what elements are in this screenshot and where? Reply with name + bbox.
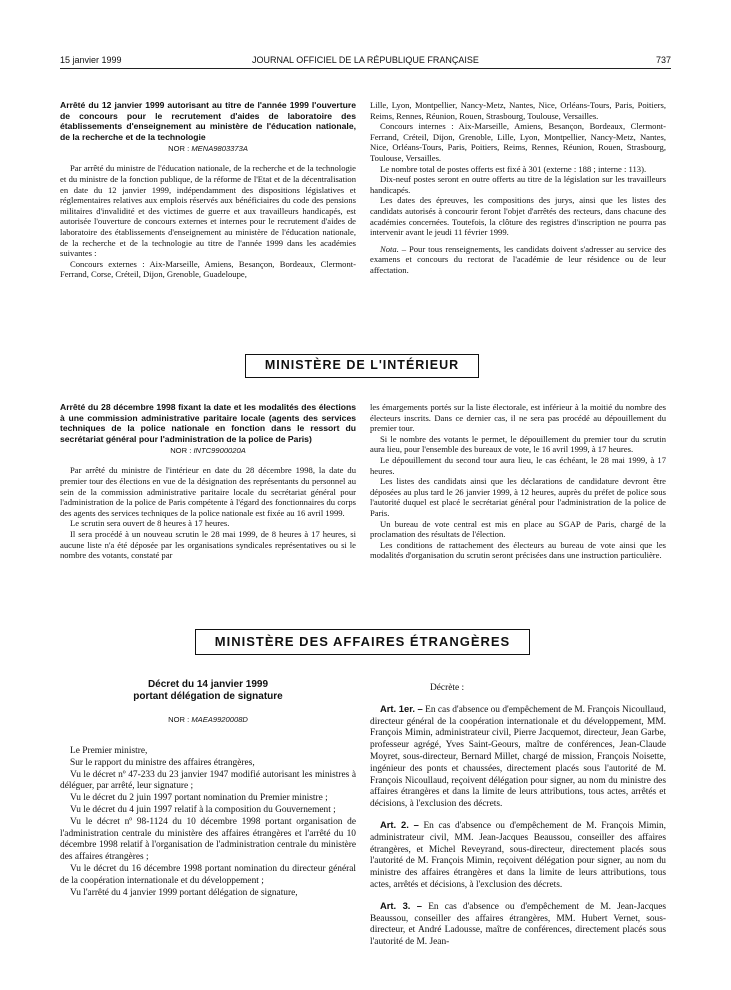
section1-left-column <box>60 100 356 280</box>
paragraph: Il sera procédé à un nouveau scrutin le 28 mai 1999, de 8 heures à 17 heures, si aucune liste n'a été déposée par les organisations syndicales représentatives ou si le nombre des votants, constaté par <box>60 528 356 561</box>
paragraph: Les dates des épreuves, les compositions des jurys, ainsi que les listes des candidats autorisés à concourir feront l'objet d'arrêtés des recteurs, dans chacune des académies concernées. Toutefois, la clôture des registres d'inscription ne pourra pas intervenir avant le jeudi 11 février 1999. <box>370 195 666 238</box>
article-2 <box>370 819 666 892</box>
section3-title-line1: Décret du 14 janvier 1999 <box>147 679 269 690</box>
paragraph: Le scrutin sera ouvert de 8 heures à 17 heures. <box>70 518 230 529</box>
paragraph: Le dépouillement du second tour aura lieu, le cas échéant, le 28 mai 1999, à 17 heures. <box>370 454 666 476</box>
paragraph: Si le nombre des votants le permet, le dépouillement du premier tour du scrutin aura lieu, pour l'ensemble des bureaux de vote, le 16 avril 1999, à 17 heures. <box>370 433 666 455</box>
section1-right-column <box>370 100 666 276</box>
paragraph: Le Premier ministre, <box>70 746 148 756</box>
paragraph: les émargements portés sur la liste électorale, est inférieur à la moitié du nombre des électeurs inscrits. Dans ce dernier cas, il ne sera pas procédé au dépouillement du premier tour. <box>370 402 666 434</box>
section3-right-column <box>370 683 666 949</box>
nota-text: Pour tous renseignements, les candidats doivent s'adresser au service des examens et concours du rectorat de l'académie de leur résidence ou de leur affectation. <box>370 243 666 275</box>
section2-title: Arrêté du 28 décembre 1998 fixant la date et les modalités des élections à une commission administrative paritaire locale (agents des services techniques de la police nationale en fonction dans le ressort du secrétariat général pour l'administration de la police de Paris) <box>60 402 356 444</box>
paragraph: Lille, Lyon, Montpellier, Nancy-Metz, Nantes, Nice, Orléans-Tours, Paris, Poitiers, Reims, Rennes, Réunion, Rouen, Strasbourg, Toulouse, Versailles. <box>370 100 666 121</box>
paragraph: Vu le décret nº 47-233 du 23 janvier 1947 modifié autorisant les ministres à déléguer, par arrêté, leur signature ; <box>60 769 356 792</box>
section3-nor <box>60 715 356 724</box>
paragraph: Par arrêté du ministre de l'intérieur en date du 28 décembre 1998, la date du premier tour des élections en vue de la désignation des représentants du personnel au sein de la commission administrative paritaire locale du secrétariat général pour l'administration de la police de Paris compétente à l'égard des fonctionnaires du corps des agents des services techniques de la police nationale est fixée au 16 avril 1999. <box>60 465 356 518</box>
section3-left-column <box>60 679 356 899</box>
running-header <box>60 55 671 69</box>
nota-label: Nota. – <box>380 243 407 254</box>
paragraph: Concours internes : Aix-Marseille, Amiens, Besançon, Bordeaux, Clermont-Ferrand, Créteil, Dijon, Grenoble, Lille, Lyon, Montpellier, Nancy-Metz, Nantes, Nice, Orléans-Tours, Paris, Poitiers, Reims, Rennes, Réunion, Rouen, Strasbourg, Toulouse, Versailles. <box>370 121 666 163</box>
article-text: En cas d'absence ou d'empêchement de M. François Nicoullaud, directeur général de la coopération internationale et du développement, MM. François Mimin, administrateur civil, Pierre Jacquemot, directeur, Jean Garbe, professeur agrégé, Yves Saint-Geours, maître de conférences, Jean-Claude Moyret, sous-directeur, Bernard Millet, chargé de mission, François Noisette, ingénieur des ponts et chaussées, directement placés sous l'autorité de M. François Nicoullaud, reçoivent délégation pour signer, au nom du ministre des affaires étrangères et dans la limite de leurs attributions, tous actes, arrêtés et décisions, à l'exclusion des décrets. <box>370 704 667 810</box>
paragraph: Par arrêté du ministre de l'éducation nationale, de la recherche et de la technologie et du ministre de la fonction publique, de la réforme de l'Etat et de la décentralisation en date du 12 janvier 1999, indépendamment des dispositions législatives et réglementaires relatives aux emplois réservés aux bénéficiaires du code des pensions militaires d'invalidité et des victimes de guerre et aux travailleurs handicapés, est autorisée l'ouverture de concours externes et internes pour le recrutement d'aides de laboratoire des établissements d'enseignement au ministère de l'éducation nationale, de la recherche et de la technologie au titre de l'année 1999 dans les académies suivantes : <box>60 163 356 259</box>
paragraph: Dix-neuf postes seront en outre offerts au titre de la législation sur les travailleurs handicapés. <box>370 174 666 195</box>
nor-code: INTC9900020A <box>193 446 246 456</box>
nota <box>370 244 666 276</box>
paragraph: Un bureau de vote central est mis en place au SGAP de Paris, chargé de la proclamation des résultats de l'élection. <box>370 518 666 540</box>
article-3 <box>370 900 666 949</box>
nor-label: NOR : <box>170 446 192 456</box>
paragraph: Les listes des candidats ainsi que les déclarations de candidature devront être déposées au plus tard le 26 janvier 1999, à 12 heures, auprès du préfet de police sous l'autorité duquel est placé le secrétariat général pour l'administration de la police de Paris. <box>370 476 666 518</box>
section2-left-column <box>60 402 356 561</box>
article-text: En cas d'absence ou d'empêchement de M. François Mimin, administrateur civil, MM. Jean-Jacques Beaussou, conseiller des affaires étrangères, et Michel Reveyrand, sous-directeur, directement placés sous l'autorité de M. François Mimin, reçoivent délégation pour signer, au nom du ministre des affaires étrangères et dans la limite de leurs attributions, tous actes, arrêtés et décisions, à l'exclusion des décrets. <box>370 820 667 890</box>
article-label: Art. 3. – <box>380 899 423 911</box>
article-text: En cas d'absence ou d'empêchement de M. Jean-Jacques Beaussou, conseiller des affaires étrangères, MM. Hubert Vernet, sous-directeur, et André Ladousse, maître de conférences, directement placés sous l'autorité de M. Jean- <box>370 901 667 948</box>
article-1 <box>370 703 666 811</box>
paragraph: Le nombre total de postes offerts est fixé à 301 (externe : 188 ; interne : 113). <box>380 163 647 174</box>
nor-code: MENA9803373A <box>191 144 248 154</box>
paragraph: Sur le rapport du ministre des affaires étrangères, <box>70 757 255 768</box>
section3-title-line2: portant délégation de signature <box>133 691 283 702</box>
ministry-heading-interieur: MINISTÈRE DE L'INTÉRIEUR <box>245 354 479 378</box>
article-label: Art. 2. – <box>380 818 419 830</box>
paragraph: Concours externes : Aix-Marseille, Amiens, Besançon, Bordeaux, Clermont-Ferrand, Corse, Créteil, Dijon, Grenoble, Guadeloupe, <box>60 258 356 280</box>
paragraph: Vu le décret du 4 juin 1997 relatif à la composition du Gouvernement ; <box>70 804 336 815</box>
paragraph: Vu le décret du 2 juin 1997 portant nomination du Premier ministre ; <box>70 793 328 804</box>
section1-title: Arrêté du 12 janvier 1999 autorisant au titre de l'année 1999 l'ouverture de concours pour le recrutement d'aides de laboratoire des établissements d'enseignement au ministère de l'éducation nationale, de la recherche et de la technologie <box>60 100 356 142</box>
paragraph: Vu le décret nº 98-1124 du 10 décembre 1998 portant organisation de l'administration centrale du ministère des affaires étrangères et l'arrêté du 10 décembre 1998 relatif à l'organisation de l'administration centrale du ministère des affaires étrangères ; <box>60 816 356 863</box>
paragraph: Les conditions de rattachement des électeurs au bureau de vote ainsi que les modalités d'organisation du scrutin seront précisées dans une instruction particulière. <box>370 539 666 561</box>
paragraph: Vu l'arrêté du 4 janvier 1999 portant délégation de signature, <box>70 887 298 898</box>
decrete-line: Décrète : <box>430 683 465 693</box>
nor-label: NOR : <box>168 715 190 724</box>
article-label: Art. 1er. – <box>380 702 423 714</box>
section1-nor <box>60 144 356 153</box>
header-journal-title: JOURNAL OFFICIEL DE LA RÉPUBLIQUE FRANÇAISE <box>252 55 479 65</box>
header-date: 15 janvier 1999 <box>60 55 122 65</box>
ministry-heading-affaires-etrangeres: MINISTÈRE DES AFFAIRES ÉTRANGÈRES <box>195 629 530 655</box>
section2-right-column <box>370 402 666 561</box>
header-rule <box>60 68 671 69</box>
nor-code: MAEA9920008D <box>191 715 248 724</box>
header-page-number: 737 <box>655 55 671 65</box>
section2-nor <box>60 446 356 455</box>
paragraph: Vu le décret du 16 décembre 1998 portant nomination du directeur général de la coopération internationale et du développement ; <box>60 863 356 886</box>
nor-label: NOR : <box>168 144 190 154</box>
